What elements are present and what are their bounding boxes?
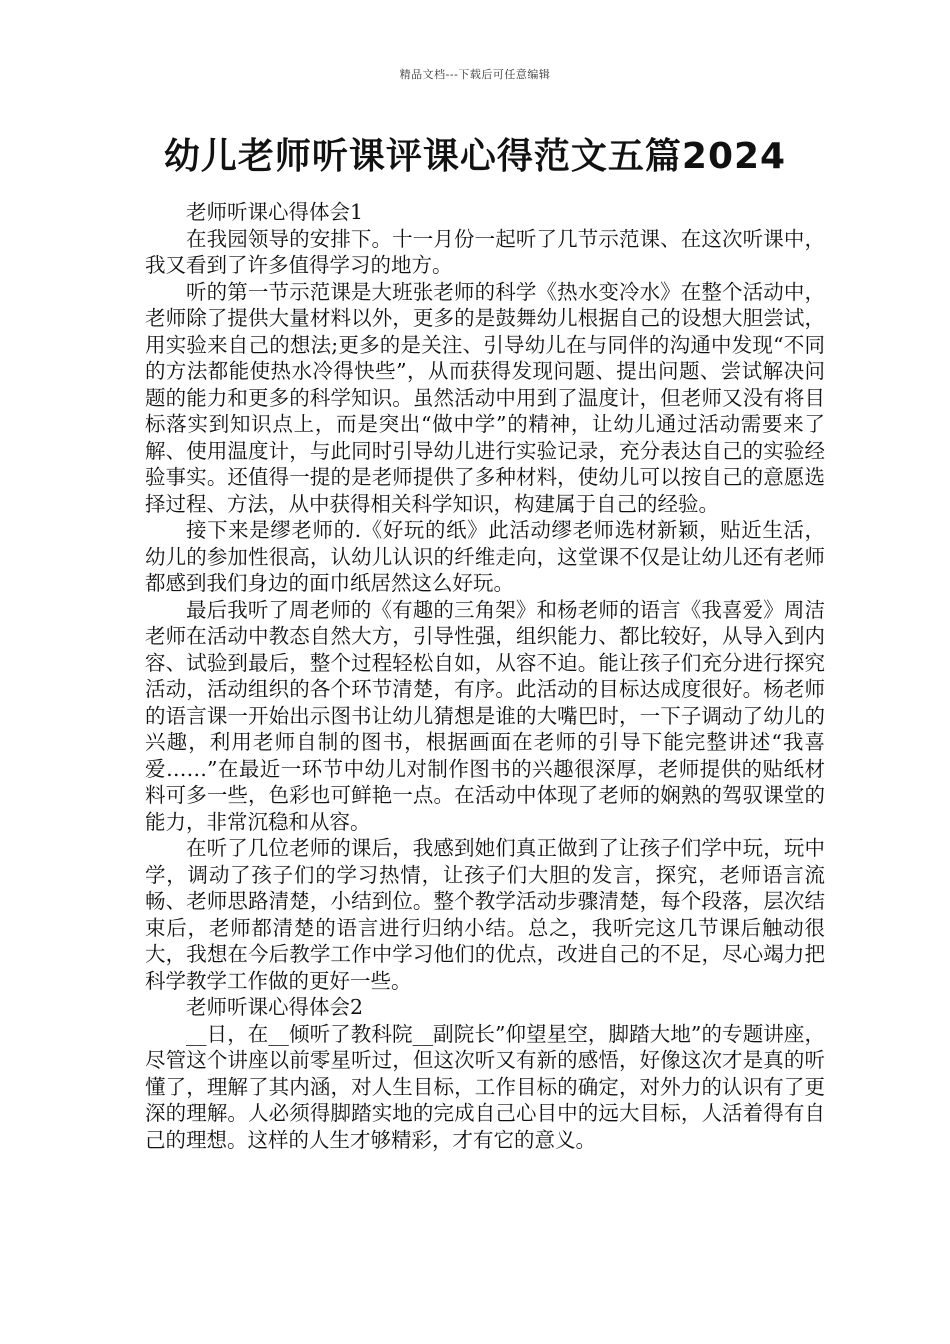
document-title: 幼儿老师听课评课心得范文五篇2024 <box>163 136 787 177</box>
section-heading-2: 老师听课心得体会2 <box>186 995 364 1019</box>
body-paragraph: 在我园领导的安排下。十一月份一起听了几节示范课、在这次听课中，我又看到了许多值得学习的地方。 <box>145 226 825 277</box>
body-paragraph: 接下来是缪老师的.《好玩的纸》此活动缪老师选材新颖，贴近生活，幼儿的参加性很高，认幼儿认识的纤维走向，这堂课不仅是让幼儿还有老师都感到我们身边的面巾纸居然这么好玩。 <box>145 518 825 595</box>
body-paragraph: 最后我听了周老师的《有趣的三角架》和杨老师的语言《我喜爱》周洁老师在活动中教态自然大方，引导性强，组织能力、都比较好，从导入到内容、试验到最后，整个过程轻松自如，从容不迫。能让孩子们充分进行探究活动，活动组织的各个环节清楚，有序。此活动的目标达成度很好。杨老师的语言课一开始出示图书让幼儿猜想是谁的大嘴巴时，一下子调动了幼儿的兴趣，利用老师自制的图书，根据画面在老师的引导下能完整讲述“我喜爱……”在最近一环节中幼儿对制作图书的兴趣很深厚，老师提供的贴纸材料可多一些，色彩也可鲜艳一点。在活动中体现了老师的娴熟的驾驭课堂的能力，非常沉稳和从容。 <box>145 597 825 834</box>
document-body <box>145 199 825 1153</box>
body-paragraph: __日，在__倾听了教科院__副院长”仰望星空，脚踏大地”的专题讲座，尽管这个讲座以前零星听过，但这次听又有新的感悟，好像这次才是真的听懂了，理解了其内涵，对人生目标，工作目标的确定，对外力的认识有了更深的理解。人必须得脚踏实地的完成自己心目中的远大目标，人活着得有自己的理想。这样的人生才够精彩，才有它的意义。 <box>145 1021 825 1152</box>
section-heading-1: 老师听课心得体会1 <box>186 200 364 224</box>
document-header-note: 精品文档---下载后可任意编辑 <box>399 68 551 81</box>
body-paragraph: 在听了几位老师的课后，我感到她们真正做到了让孩子们学中玩，玩中学，调动了孩子们的学习热情，让孩子们大胆的发言，探究，老师语言流畅、老师思路清楚，小结到位。整个教学活动步骤清楚，每个段落，层次结束后，老师都清楚的语言进行归纳小结。总之，我听完这几节课后触动很大，我想在今后教学工作中学习他们的优点，改进自己的不足，尽心竭力把科学教学工作做的更好一些。 <box>145 836 825 993</box>
body-paragraph: 听的第一节示范课是大班张老师的科学《热水变冷水》在整个活动中，老师除了提供大量材料以外，更多的是鼓舞幼儿根据自己的设想大胆尝试，用实验来自己的想法;更多的是关注、引导幼儿在与同伴的沟通中发现“不同的方法都能使热水冷得快些”，从而获得发现问题、提出问题、尝试解决问题的能力和更多的科学知识。虽然活动中用到了温度计，但老师又没有将目标落实到知识点上，而是突出“做中学”的精神，让幼儿通过活动需要来了解、使用温度计，与此同时引导幼儿进行实验记录，充分表达自己的实验经验事实。还值得一提的是老师提供了多种材料，使幼儿可以按自己的意愿选择过程、方法，从中获得相关科学知识，构建属于自己的经验。 <box>145 279 825 516</box>
